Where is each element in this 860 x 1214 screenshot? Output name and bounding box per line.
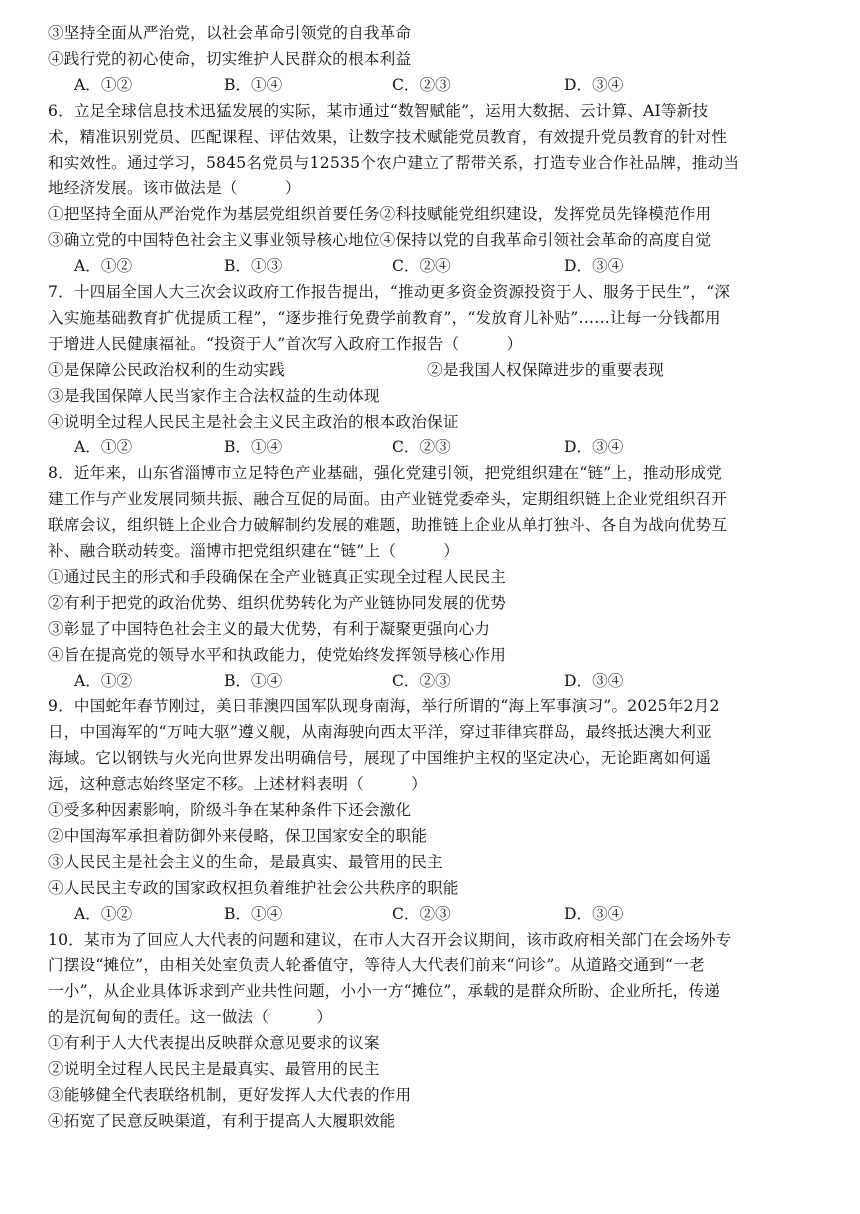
text-line: ①通过民主的形式和手段确保在全产业链真正实现全过程人民民主 bbox=[48, 567, 507, 586]
text-line: ②中国海军承担着防御外来侵略，保卫国家安全的职能 bbox=[48, 826, 428, 845]
text-line: 补、融合联动转变。淄博市把党组织建在“链”上（ ） bbox=[48, 542, 460, 560]
text-line: ④践行党的初心使命，切实维护人民群众的根本利益 bbox=[48, 49, 412, 68]
option-b[interactable]: B．①④ bbox=[224, 75, 283, 94]
option-d[interactable]: D．③④ bbox=[564, 257, 624, 276]
option-a[interactable]: A．①② bbox=[74, 904, 133, 923]
text-line: 6．立足全球信息技术迅猛发展的实际，某市通过“数智赋能”，运用大数据、云计算、AI等新技 bbox=[48, 101, 709, 120]
option-c[interactable]: C．②④ bbox=[392, 257, 451, 276]
text-line: ④拓宽了民意反映渠道，有利于提高人大履职效能 bbox=[48, 1111, 396, 1130]
answer-options bbox=[74, 901, 814, 927]
option-b[interactable]: B．①④ bbox=[224, 671, 283, 690]
option-a[interactable]: A．①② bbox=[74, 438, 133, 457]
text-line: ③人民民主是社会主义的生命，是最真实、最管用的民主 bbox=[48, 852, 443, 871]
text-line: ④旨在提高党的领导水平和执政能力，使党始终发挥领导核心作用 bbox=[48, 645, 507, 664]
text-line: 9．中国蛇年春节刚过，美日菲澳四国军队现身南海，举行所谓的“海上军事演习”。2025年2月2 bbox=[48, 697, 720, 716]
option-a[interactable]: A．①② bbox=[74, 75, 133, 94]
option-c[interactable]: C．②③ bbox=[392, 75, 451, 94]
answer-options bbox=[74, 72, 814, 98]
answer-options bbox=[74, 668, 814, 694]
text-line: ①把坚持全面从严治党作为基层党组织首要任务②科技赋能党组织建设，发挥党员先锋模范作用 bbox=[48, 205, 712, 224]
text-line: ②说明全过程人民民主是最真实、最管用的民主 bbox=[48, 1060, 380, 1078]
option-b[interactable]: B．①④ bbox=[224, 904, 283, 923]
text-line: 地经济发展。该市做法是（ ） bbox=[48, 179, 301, 198]
text-line: 门摆设“摊位”，由相关处室负责人轮番值守，等待人大代表们前来“问诊”。从道路交通到“一老 bbox=[48, 956, 705, 975]
text-line: 7．十四届全国人大三次会议政府工作报告提出，“推动更多资金资源投资于人、服务于民生”，“深 bbox=[48, 283, 731, 301]
text-line: 8．近年来，山东省淄博市立足特色产业基础，强化党建引领，把党组织建在“链”上，推动形成党 bbox=[48, 464, 723, 483]
option-b[interactable]: B．①④ bbox=[224, 438, 283, 457]
text-line: ③能够健全代表联络机制，更好发挥人大代表的作用 bbox=[48, 1085, 412, 1104]
text-line: ①是保障公民政治权利的生动实践 ②是我国人权保障进步的重要表现 bbox=[48, 360, 664, 379]
option-a[interactable]: A．①② bbox=[74, 257, 133, 276]
text-line: ④人民民主专政的国家政权担负着维护社会公共秩序的职能 bbox=[48, 878, 459, 897]
text-line: 联席会议，组织链上企业合力破解制约发展的难题，助推链上企业从单打独斗、各自为战向优势互 bbox=[48, 516, 728, 535]
text-line: 远，这种意志始终坚定不移。上述材料表明（ ） bbox=[48, 775, 428, 794]
option-b[interactable]: B．①③ bbox=[224, 257, 283, 276]
answer-options bbox=[74, 253, 814, 279]
text-line: 10．某市为了回应人大代表的问题和建议，在市人大召开会议期间，该市政府相关部门在会场外专 bbox=[48, 930, 732, 949]
text-line: ③彰显了中国特色社会主义的最大优势，有利于凝聚更强向心力 bbox=[48, 619, 491, 638]
text-line: ①有利于人大代表提出反映群众意见要求的议案 bbox=[48, 1034, 380, 1053]
option-c[interactable]: C．②③ bbox=[392, 904, 451, 923]
option-d[interactable]: D．③④ bbox=[564, 438, 624, 457]
option-c[interactable]: C．②③ bbox=[392, 438, 451, 457]
text-line: ③坚持全面从严治党，以社会革命引领党的自我革命 bbox=[48, 24, 412, 42]
text-line: ②有利于把党的政治优势、组织优势转化为产业链协同发展的优势 bbox=[48, 593, 507, 612]
text-line: 术，精准识别党员、匹配课程、评估效果，让数字技术赋能党员教育，有效提升党员教育的针对性 bbox=[48, 127, 728, 146]
option-a[interactable]: A．①② bbox=[74, 671, 133, 690]
option-c[interactable]: C．②③ bbox=[392, 671, 451, 690]
text-line: ③是我国保障人民当家作主合法权益的生动体现 bbox=[48, 386, 380, 405]
text-line: 的是沉甸甸的责任。这一做法（ ） bbox=[48, 1008, 333, 1027]
text-line: 海域。它以钢铁与火光向世界发出明确信号，展现了中国维护主权的坚定决心，无论距离如何遥 bbox=[48, 749, 712, 768]
text-line: ③确立党的中国特色社会主义事业领导核心地位④保持以党的自我革命引领社会革命的高度自觉 bbox=[48, 231, 712, 250]
text-line: 一小”，从企业具体诉求到产业共性问题，小小一方“摊位”，承载的是群众所盼、企业所托，传递 bbox=[48, 982, 721, 1001]
text-line: 于增进人民健康福祉。“投资于人”首次写入政府工作报告（ ） bbox=[48, 334, 523, 353]
answer-options bbox=[74, 434, 814, 460]
text-line: ④说明全过程人民民主是社会主义民主政治的根本政治保证 bbox=[48, 412, 459, 431]
text-line: 日，中国海军的“万吨大驱”遵义舰，从南海驶向西太平洋，穿过菲律宾群岛，最终抵达澳大利亚 bbox=[48, 723, 712, 742]
option-d[interactable]: D．③④ bbox=[564, 75, 624, 94]
option-d[interactable]: D．③④ bbox=[564, 904, 624, 923]
text-line: 建工作与产业发展同频共振、融合互促的局面。由产业链党委牵头，定期组织链上企业党组织召开 bbox=[48, 490, 728, 509]
option-d[interactable]: D．③④ bbox=[564, 671, 624, 690]
text-line: 入实施基础教育扩优提质工程”，“逐步推行免费学前教育”，“发放育儿补贴”……让每一分钱都用 bbox=[48, 308, 721, 327]
text-line: ①受多种因素影响，阶级斗争在某种条件下还会激化 bbox=[48, 801, 412, 819]
text-line: 和实效性。通过学习，5845名党员与12535个农户建立了帮带关系，打造专业合作社品牌，推动当 bbox=[48, 153, 740, 172]
